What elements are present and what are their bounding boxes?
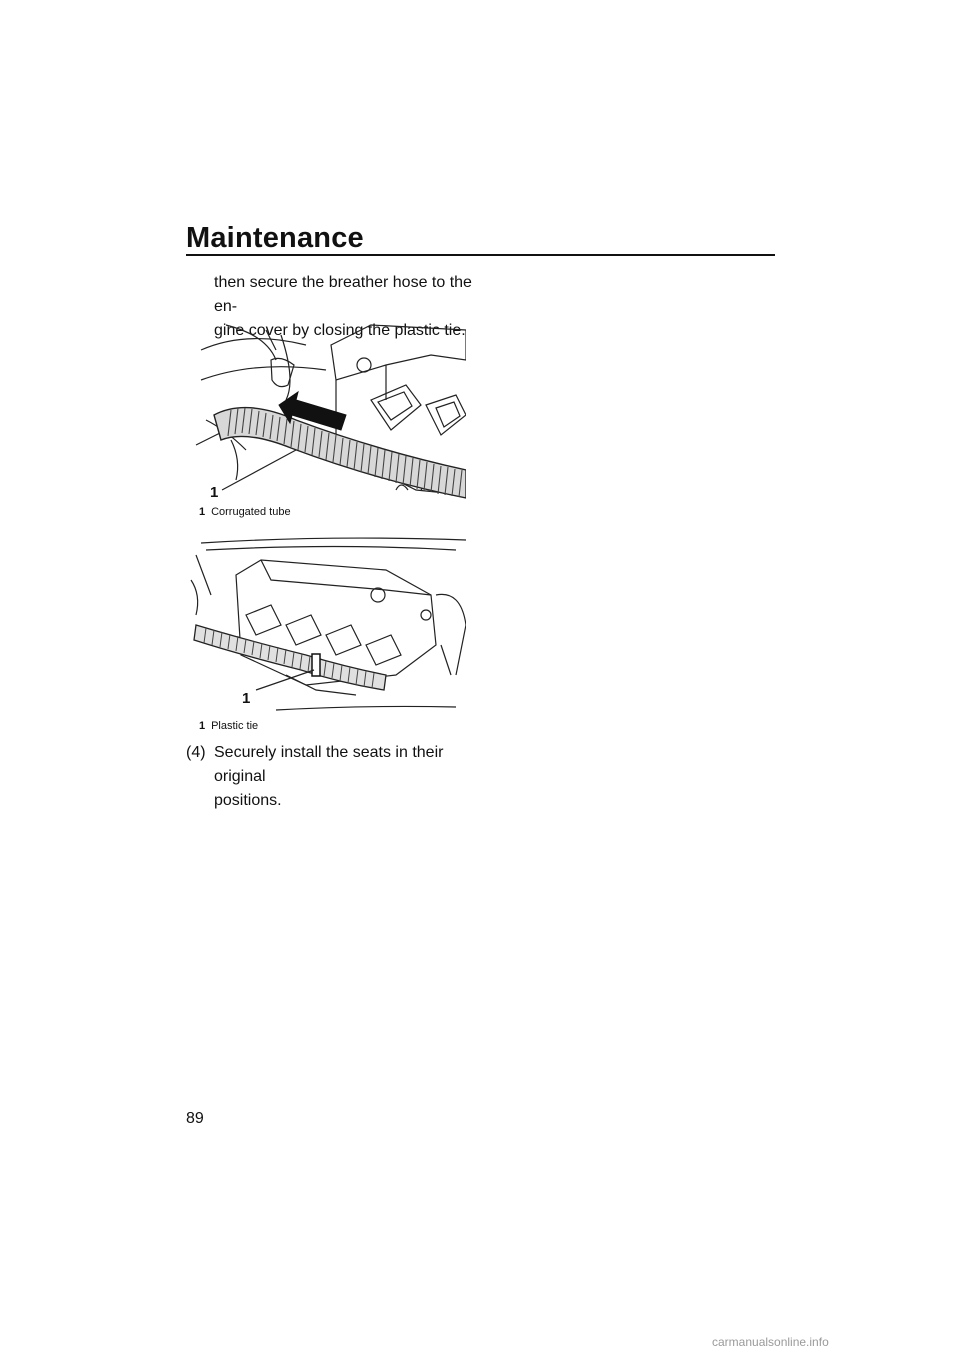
fig1-bolt [357, 358, 371, 372]
fig2-line-right [436, 594, 466, 675]
figure-caption-2 [199, 719, 258, 733]
fig2-plastic-tie-shape [312, 654, 320, 676]
fig2-port-3 [326, 625, 361, 655]
fig2-line-left [196, 555, 211, 595]
watermark: carmanualsonline.info [712, 1335, 829, 1349]
fig2-bolt-2 [421, 610, 431, 620]
caption-1-text: Corrugated tube [211, 506, 291, 518]
fig1-line-g [231, 440, 238, 480]
fig1-leader-line [222, 450, 296, 490]
step-4-number: (4) [186, 744, 206, 761]
fig2-line-top [201, 538, 466, 543]
fig1-port-a-inner [378, 392, 412, 420]
fig2-line-top-2 [206, 547, 456, 551]
fig1-cover-top [331, 325, 466, 380]
step-4-line-1: Securely install the seats in their original [214, 744, 444, 785]
fig2-bolt [371, 588, 385, 602]
section-title: Maintenance [186, 222, 364, 254]
fig2-line-right-2 [441, 645, 451, 675]
fig2-callout-number: 1 [242, 690, 251, 707]
fig2-line-bottom-2 [276, 706, 456, 710]
fig2-port-1 [246, 605, 281, 635]
page-number: 89 [186, 1110, 204, 1127]
fig1-line-c [226, 325, 276, 360]
fig1-line-b [201, 367, 326, 380]
fig1-line-a [201, 339, 306, 350]
continued-line-1: then secure the breather hose to the en- [214, 274, 472, 315]
title-rule [186, 254, 775, 256]
fig1-port-a [371, 385, 421, 430]
caption-1-number: 1 [199, 506, 206, 518]
fig1-callout-number: 1 [210, 484, 219, 500]
fig1-line-d [281, 335, 290, 400]
caption-2-number: 1 [199, 720, 206, 732]
step-4-line-2: positions. [214, 792, 282, 809]
fig2-port-4 [366, 635, 401, 665]
figure-caption-1 [199, 505, 291, 519]
step-4-text [214, 741, 484, 813]
engine-illustration-1 [186, 320, 466, 500]
fig2-line-left-2 [191, 580, 198, 615]
fig2-leader-line [256, 670, 314, 690]
engine-illustration-2 [186, 535, 466, 715]
continued-line-2: gine cover by closing the plastic tie. [214, 322, 466, 339]
fig2-port-2 [286, 615, 321, 645]
caption-2-text: Plastic tie [211, 720, 259, 732]
figure-plastic-tie [186, 535, 466, 715]
fig2-cover-ridge [261, 560, 431, 595]
fig2-hose [194, 625, 386, 690]
figure-corrugated-tube [186, 320, 466, 500]
